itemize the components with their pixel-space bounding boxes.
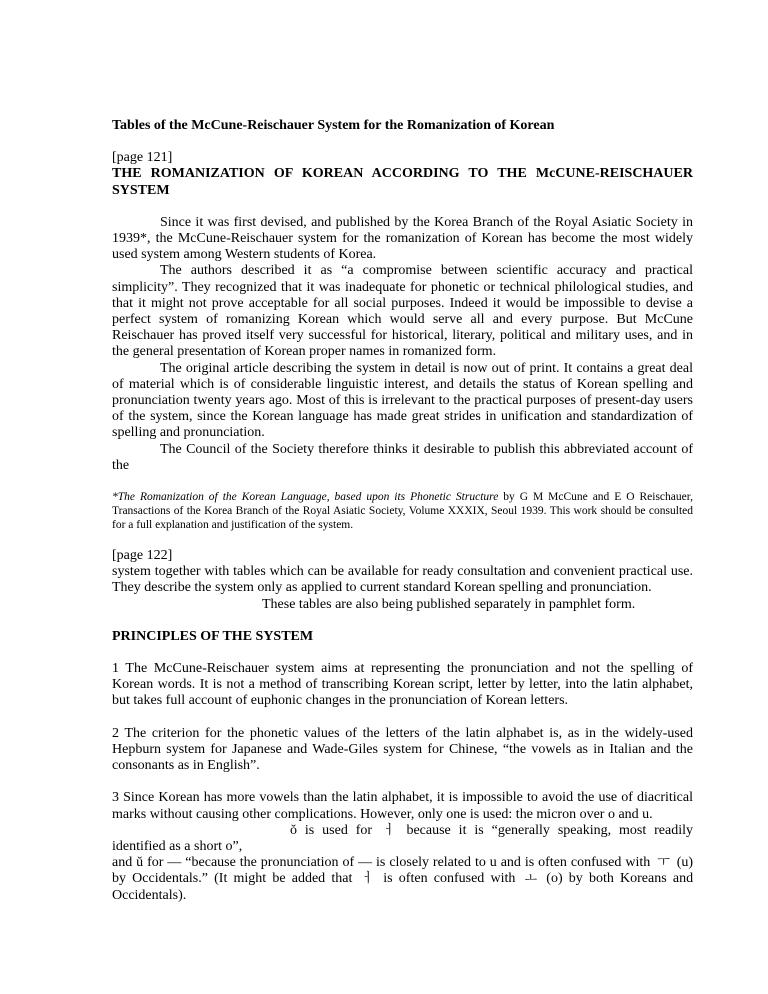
page-marker-122: [page 122]	[112, 548, 173, 564]
paragraph-2: The authors described it as “a compromise between scientific accuracy and practical simplicity”. They recognized that it was inadequate for phonetic or technical philological studies, and that it might not prove acceptable for all social purposes. Indeed it would be impossible to devise a perfect system of romanizing Korean which would serve all and every purpose. But McCune Reischauer has proved itself very successful for historical, literary, political and military uses, and in the general presentation of Korean proper names in romanized form.	[112, 263, 693, 360]
paragraph-1: Since it was first devised, and published by the Korea Branch of the Royal Asiatic Society in 1939*, the McCune-Reischauer system for the romanization of Korean has become the most widely used system among Western students of Korea.	[112, 214, 693, 263]
footnote	[112, 490, 693, 532]
u-text-before: and ŭ for — “because the pronunciation of — is closely related to u and is often confused with	[112, 855, 651, 871]
principle-3-u-line	[112, 855, 693, 904]
page-marker-121: [page 121]	[112, 150, 173, 166]
document-title: Tables of the McCune-Reischauer System for the Romanization of Korean	[112, 118, 555, 133]
korean-o-glyph: ㅗ	[524, 871, 538, 887]
pamphlet-note: These tables are also being published separately in pamphlet form.	[262, 596, 636, 612]
principle-1: 1 The McCune-Reischauer system aims at representing the pronunciation and not the spelling of Korean words. It is not a method of transcribing Korean script, letter by letter, into the latin alphabet, but takes full account of euphonic changes in the pronunciation of Korean letters.	[112, 661, 693, 709]
principle-3-eo-line	[112, 823, 693, 855]
confused-text: is often confused with	[383, 871, 516, 887]
principle-3	[112, 790, 693, 903]
korean-eo-glyph: ㅓ	[382, 822, 396, 838]
eo-text-before: ŏ is used for	[290, 822, 373, 838]
korean-eo-glyph-2: ㅓ	[361, 871, 375, 887]
korean-u-glyph: ㅜ	[657, 855, 670, 871]
u-text-after: (u) by Occidentals.” (It might be added that	[112, 855, 694, 887]
principles-heading: PRINCIPLES OF THE SYSTEM	[112, 628, 314, 644]
principle-2: 2 The criterion for the phonetic values of the letters of the latin alphabet is, as in the widely-used Hepburn system for Japanese and Wade-Giles system for Chinese, “the vowels as in Italian and the consonants as in English”.	[112, 725, 693, 774]
principle-3-intro: 3 Since Korean has more vowels than the latin alphabet, it is impossible to avoid the use of diacritical marks without causing other complications. However, only one is used: the micron over o and u.	[112, 790, 693, 822]
main-heading: THE ROMANIZATION OF KOREAN ACCORDING TO THE McCUNE-REISCHAUER SYSTEM	[112, 166, 693, 198]
eo-text-after: because it is “generally speaking, most readily identified as a short o”,	[112, 822, 694, 854]
paragraph-4: The Council of the Society therefore thinks it desirable to publish this abbreviated account of the	[112, 441, 693, 473]
footnote-citation: by G M McCune and E O Reischauer, Transactions of the Korea Branch of the Royal Asiatic Society, Volume XXXIX, Seoul 1939. This work should be consulted for a full explanation and justification of the system.	[112, 491, 693, 532]
continuation-text: system together with tables which can be available for ready consultation and convenient practical use. They describe the system only as applied to current standard Korean spelling and pronunciation.	[112, 564, 693, 596]
paragraph-3: The original article describing the system in detail is now out of print. It contains a great deal of material which is of considerable linguistic interest, and details the status of Korean spelling and pronunciation twenty years ago. Most of this is irrelevant to the practical purposes of present-day users of the system, since the Korean language has made great strides in unification and standardization of spelling and pronunciation.	[112, 360, 693, 441]
o-text-after: (o) by both Koreans and Occidentals).	[112, 871, 694, 903]
footnote-title: *The Romanization of the Korean Language, based upon its Phonetic Structure	[112, 491, 499, 504]
